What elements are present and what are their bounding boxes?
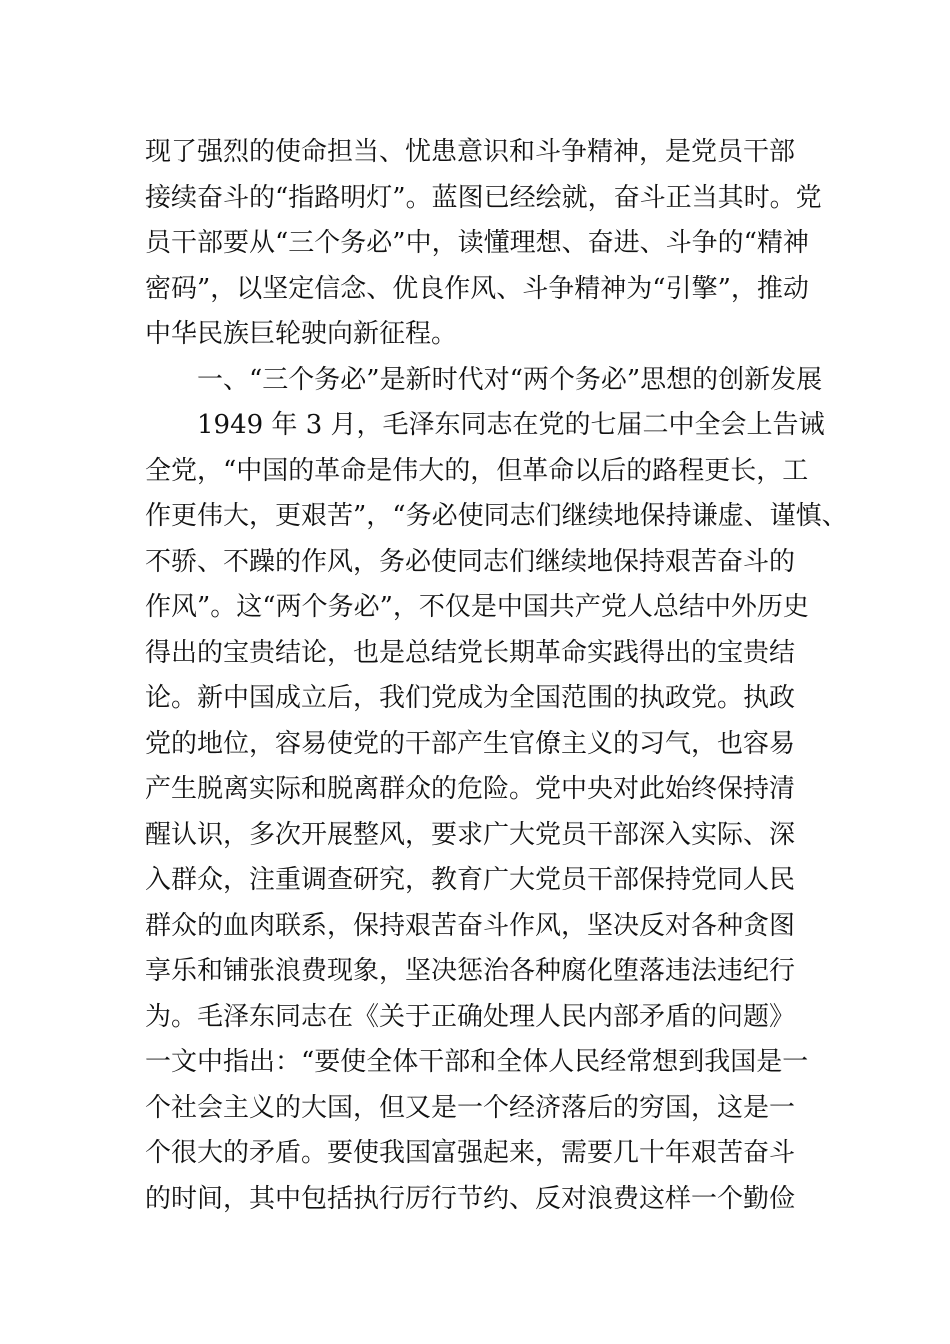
text-line: 得出的宝贵结论，也是总结党长期革命实践得出的宝贵结 [145, 637, 796, 668]
text-line: 全党，“中国的革命是伟大的，但革命以后的路程更长，工 [145, 455, 809, 486]
text-line: 作更伟大，更艰苦”，“务必使同志们继续地保持谦虚、谨慎、 [145, 501, 848, 531]
text-line: 一文中指出：“要使全体干部和全体人民经常想到我国是一 [145, 1047, 809, 1077]
text-line: 群众的血肉联系，保持艰苦奋斗作风，坚决反对各种贪图 [145, 910, 796, 941]
text-line: 个社会主义的大国，但又是一个经济落后的穷国，这是一 [145, 1092, 796, 1123]
text-line: 密码”，以坚定信念、优良作风、斗争精神为“引擎”，推动 [145, 273, 809, 304]
text-line: 入群众，注重调查研究，教育广大党员干部保持党同人民 [145, 865, 796, 895]
body-text [145, 130, 848, 1222]
section-heading: 一、“三个务必”是新时代对“两个务必”思想的创新发展 [197, 364, 823, 395]
paragraph-start: 1949 年 3 月，毛泽东同志在党的七届二中全会上告诫 [197, 410, 825, 440]
text-line: 党的地位，容易使党的干部产生官僚主义的习气，也容易 [145, 728, 796, 759]
text-line: 接续奋斗的“指路明灯”。蓝图已经绘就，奋斗正当其时。党 [145, 182, 822, 213]
text-line: 中华民族巨轮驶向新征程。 [145, 319, 458, 349]
text-line: 醒认识，多次开展整风，要求广大党员干部深入实际、深 [145, 819, 796, 850]
text-line: 现了强烈的使命担当、忧患意识和斗争精神，是党员干部 [145, 137, 796, 167]
text-line: 论。新中国成立后，我们党成为全国范围的执政党。执政 [145, 683, 796, 713]
text-line: 产生脱离实际和脱离群众的危险。党中央对此始终保持清 [145, 774, 796, 804]
text-line: 作风”。这“两个务必”，不仅是中国共产党人总结中外历史 [145, 592, 809, 622]
text-line: 享乐和铺张浪费现象，坚决惩治各种腐化堕落违法违纪行 [145, 956, 796, 986]
text-line: 为。毛泽东同志在《关于正确处理人民内部矛盾的问题》 [145, 1001, 796, 1032]
text-line: 个很大的矛盾。要使我国富强起来，需要几十年艰苦奋斗 [145, 1138, 796, 1168]
text-line: 员干部要从“三个务必”中，读懂理想、奋进、斗争的“精神 [145, 228, 809, 258]
text-line: 的时间，其中包括执行厉行节约、反对浪费这样一个勤俭 [145, 1183, 796, 1214]
text-line: 不骄、不躁的作风，务必使同志们继续地保持艰苦奋斗的 [145, 546, 796, 577]
